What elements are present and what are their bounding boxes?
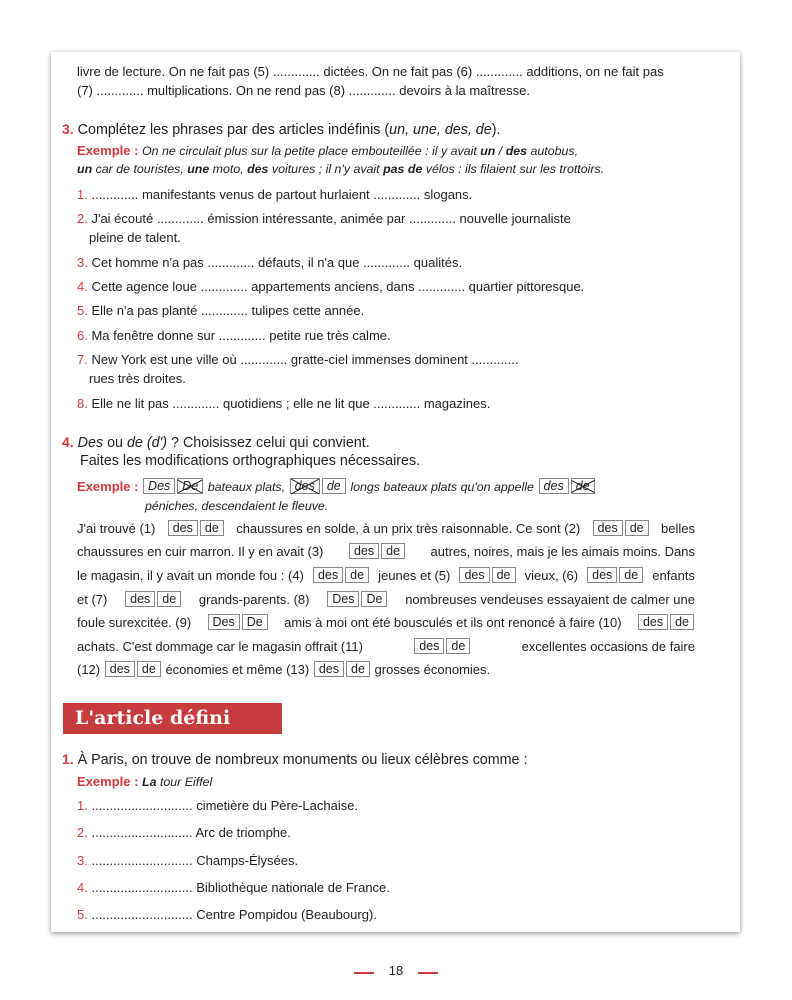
exercise-number: 1. — [62, 751, 74, 767]
example-text: bateaux plats, — [207, 480, 286, 494]
exercise-number: 4. — [62, 434, 74, 450]
exercise-3-item-continuation: pleine de talent. — [89, 230, 181, 245]
choice-des[interactable]: Des — [327, 591, 359, 607]
exercise-3-example-line-1 — [77, 142, 578, 160]
item-number: 2. — [77, 211, 88, 226]
exercise-1-item — [77, 852, 298, 870]
section-title-banner: L'article défini — [63, 703, 282, 734]
exercise-number: 3. — [62, 121, 74, 137]
choice-des[interactable]: des — [587, 567, 617, 583]
choice-de[interactable]: de — [157, 591, 181, 607]
text: (12) — [77, 662, 101, 677]
text: foule surexcitée. (9) — [77, 615, 192, 630]
title-text: Complétez les phrases par des articles indéfinis ( — [77, 122, 390, 138]
choice-de[interactable]: de — [137, 661, 161, 677]
choice-box-crossed: des — [290, 478, 320, 494]
item-text: ............................ cimetière du Père-Lachaise. — [91, 798, 359, 813]
choice-de[interactable]: de — [346, 661, 370, 677]
text: chaussures en solde, à un prix très raisonnable. Ce sont (2) — [236, 521, 581, 536]
exercise-4-line — [77, 661, 490, 679]
choice-de[interactable]: de — [381, 543, 405, 559]
choice-de[interactable]: de — [200, 520, 224, 536]
item-number: 1. — [77, 187, 88, 202]
text: vieux, (6) — [524, 568, 579, 583]
title-text-end: ). — [491, 122, 501, 138]
example-label: Exemple : — [77, 143, 139, 158]
example-bold: des — [247, 162, 269, 176]
item-number: 5. — [77, 303, 88, 318]
example-text: car de touristes, — [92, 162, 188, 176]
title-italic: Des — [77, 435, 104, 451]
item-number: 3. — [77, 255, 88, 270]
exercise-1-item — [77, 879, 390, 897]
text: jeunes et (5) — [378, 568, 451, 583]
choice-box: des — [539, 478, 569, 494]
intro-line-1: livre de lecture. On ne fait pas (5) ............. dictées. On ne fait pas (6) ............. additions, on ne fait pas — [77, 64, 664, 79]
text: amis à moi ont été bousculés et ils ont renoncé à faire (10) — [284, 615, 622, 630]
exercise-4-example-line-2: péniches, descendaient le fleuve. — [145, 499, 329, 513]
choice-des[interactable]: des — [414, 638, 444, 654]
text: grosses économies. — [374, 662, 491, 677]
item-number: 7. — [77, 352, 88, 367]
item-text: ............................ Champs-Élysées. — [91, 853, 299, 868]
exercise-4-example-line-1 — [77, 478, 596, 496]
choice-des[interactable]: Des — [208, 614, 240, 630]
choice-de[interactable]: de — [492, 567, 516, 583]
exercise-4-line — [77, 520, 695, 538]
choice-des[interactable]: des — [349, 543, 379, 559]
exercise-1-title — [62, 750, 527, 769]
text: grands-parents. (8) — [198, 592, 310, 607]
item-number: 2. — [77, 825, 88, 840]
intro-line-2: (7) ............. multiplications. On ne rend pas (8) ............. devoirs à la maîtresse. — [77, 83, 531, 98]
choice-des[interactable]: des — [125, 591, 155, 607]
exercise-4-line — [77, 614, 695, 632]
exercise-3-example-line-2 — [77, 160, 604, 178]
example-label: Exemple : — [77, 479, 139, 494]
footer-dash-right — [418, 972, 438, 974]
footer-dash-left — [354, 972, 374, 974]
choice-de[interactable]: De — [361, 591, 387, 607]
choice-de[interactable]: de — [446, 638, 470, 654]
exercise-3-item — [77, 210, 571, 228]
item-number: 4. — [77, 279, 88, 294]
example-bold: pas de — [383, 162, 423, 176]
title-text: ou — [103, 435, 127, 451]
exercise-4-title — [62, 433, 370, 452]
choice-des[interactable]: des — [105, 661, 135, 677]
choice-de[interactable]: de — [619, 567, 643, 583]
exercise-1-example — [77, 773, 212, 791]
example-bold: une — [187, 162, 210, 176]
example-label: Exemple : — [77, 774, 139, 789]
example-text: tour Eiffel — [156, 775, 213, 789]
item-number: 8. — [77, 396, 88, 411]
item-number: 1. — [77, 798, 88, 813]
exercise-1-item — [77, 906, 377, 924]
choice-des[interactable]: des — [314, 661, 344, 677]
exercise-3-item — [77, 351, 518, 369]
item-number: 4. — [77, 880, 88, 895]
text: le magasin, il y avait un monde fou : (4) — [77, 568, 304, 583]
exercise-4-line — [77, 543, 695, 561]
title-italic: un, une, des, de — [389, 122, 492, 138]
item-text: Elle n'a pas planté ............. tulipes cette année. — [91, 303, 365, 318]
item-text: Elle ne lit pas ............. quotidiens ; elle ne lit que ............. magazines. — [91, 396, 491, 411]
choice-box: Des — [143, 478, 175, 494]
exercise-3-item — [77, 186, 472, 204]
item-number: 6. — [77, 328, 88, 343]
exercise-3-item — [77, 254, 462, 272]
exercise-4-line — [77, 567, 695, 585]
exercise-3-item — [77, 395, 490, 413]
example-bold: La — [142, 775, 157, 789]
example-bold: un — [77, 162, 93, 176]
item-text: ............................ Arc de triomphe. — [91, 825, 291, 840]
exercise-1-item — [77, 824, 291, 842]
choice-des[interactable]: des — [168, 520, 198, 536]
text: économies et même (13) — [165, 662, 310, 677]
text: chaussures en cuir marron. Il y en avait (3) — [77, 544, 324, 559]
example-text: longs bateaux plats qu'on appelle — [350, 480, 534, 494]
exercise-3-item — [77, 302, 364, 320]
choice-des[interactable]: des — [638, 614, 668, 630]
text: enfants — [652, 568, 695, 583]
example-bold: un — [480, 144, 496, 158]
page-footer — [0, 963, 792, 983]
item-text: Cette agence loue ............. appartements anciens, dans ............. quartier pittoresque. — [91, 279, 585, 294]
item-text: Ma fenêtre donne sur ............. petite rue très calme. — [91, 328, 391, 343]
choice-de[interactable]: de — [345, 567, 369, 583]
exercise-3-item — [77, 327, 391, 345]
exercise-4-line — [77, 591, 695, 609]
page-number: 18 — [388, 963, 404, 978]
choice-des[interactable]: des — [459, 567, 489, 583]
text: autres, noires, mais je les aimais moins. Dans — [430, 544, 695, 559]
choice-de[interactable]: de — [670, 614, 694, 630]
title-text: À Paris, on trouve de nombreux monuments ou lieux célèbres comme : — [77, 752, 528, 768]
exercise-4-title-line-2: Faites les modifications orthographiques nécessaires. — [80, 453, 421, 469]
item-text: J'ai écouté ............. émission intéressante, animée par ............. nouvelle journaliste — [91, 211, 571, 226]
example-text: / — [495, 144, 506, 158]
item-number: 3. — [77, 853, 88, 868]
choice-de[interactable]: De — [242, 614, 268, 630]
choice-de[interactable]: de — [625, 520, 649, 536]
choice-box-crossed: de — [571, 478, 595, 494]
title-italic: de (d') — [126, 435, 168, 451]
choice-des[interactable]: des — [593, 520, 623, 536]
exercise-1-item — [77, 797, 358, 815]
exercise-3-item-continuation: rues très droites. — [89, 371, 186, 386]
choice-box: de — [322, 478, 346, 494]
example-text: On ne circulait plus sur la petite place embouteillée : il y avait — [142, 144, 481, 158]
item-text: Cet homme n'a pas ............. défauts, il n'a que ............. qualités. — [91, 255, 463, 270]
example-bold: des — [505, 144, 528, 158]
text: J'ai trouvé (1) — [77, 521, 156, 536]
choice-des[interactable]: des — [313, 567, 343, 583]
choice-box-crossed: De — [177, 478, 203, 494]
item-text: New York est une ville où ............. gratte-ciel immenses dominent ............. — [91, 352, 519, 367]
item-text: ............................ Bibliothèque nationale de France. — [91, 880, 390, 895]
exercise-3-title — [62, 120, 500, 139]
example-text: voitures ; il n'y avait — [268, 162, 384, 176]
text: nombreuses vendeuses essayaient de calmer une — [405, 592, 695, 607]
item-text: ............................ Centre Pompidou (Beaubourg). — [91, 907, 377, 922]
example-text: autobus, — [527, 144, 579, 158]
text: excellentes occasions de faire — [521, 639, 695, 654]
item-text: ............. manifestants venus de partout hurlaient ............. slogans. — [91, 187, 473, 202]
example-text: vélos : ils filaient sur les trottoirs. — [422, 162, 605, 176]
item-number: 5. — [77, 907, 88, 922]
example-text: moto, — [209, 162, 248, 176]
title-text: ? Choisissez celui qui convient. — [167, 435, 370, 451]
exercise-4-line — [77, 638, 695, 656]
text: belles — [661, 521, 695, 536]
exercise-3-item — [77, 278, 584, 296]
text: achats. C'est dommage car le magasin offrait (11) — [77, 639, 363, 654]
text: et (7) — [77, 592, 108, 607]
